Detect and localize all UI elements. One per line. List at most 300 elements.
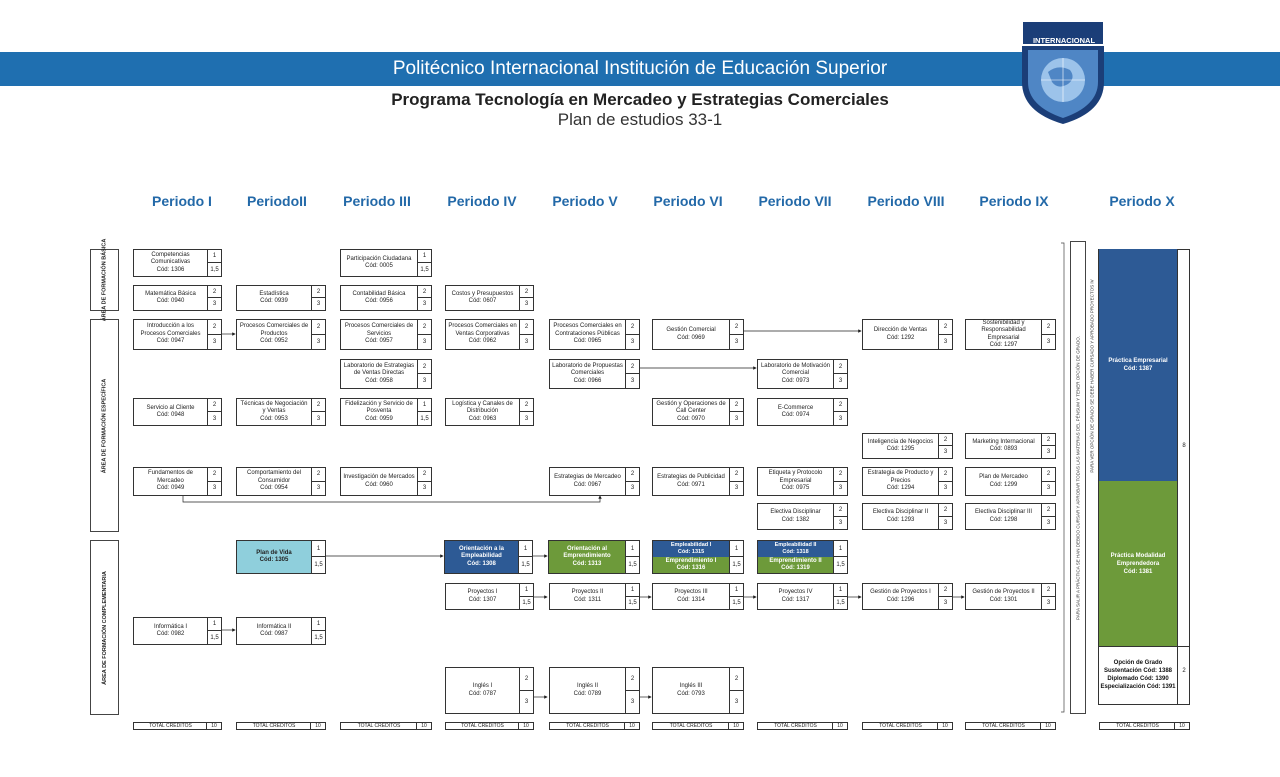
course-credits: 2 [520,668,533,691]
course-hours: 1,5 [420,415,429,422]
period-header: Periodo VIII [867,193,945,209]
course-credits: 2 [1042,468,1055,482]
course-code: Cód: 1305 [259,557,289,563]
logo-text-line2: INTERNACIONAL [1032,36,1096,45]
course-card[interactable] [133,249,222,277]
course-card[interactable] [445,319,534,350]
course-hours: 3 [734,415,739,422]
course-card[interactable] [340,467,432,496]
course-hours: 3 [838,519,843,526]
course-name: Gestión y Operaciones de Call Center [656,400,726,415]
practice-requirement-text: PARA SALIR A PRÁCTICA SE HAN DEBIDO CURSAR Y APROBAR TODAS LAS MATERIAS DEL PÉNSUM Y TENER OPCIÓN DE GRADO. [1075,335,1081,620]
course-card[interactable] [236,398,326,426]
opcion-title: Opción de Grado [1113,660,1163,666]
course-credits: 2 [520,399,533,412]
course-hours: 3 [316,485,321,492]
area-basica [90,238,119,322]
course-card[interactable] [549,359,640,389]
total-label: TOTAL CRÉDITOS [149,723,192,729]
logo-text-line1: POLITECNICO [1029,24,1099,35]
course-hours: 3 [838,485,843,492]
course-card[interactable] [445,583,534,610]
course-card[interactable] [757,359,848,389]
course-name: E-Commerce [777,404,814,411]
course-hours: 3 [630,485,635,492]
course-card[interactable] [445,398,534,426]
course-card[interactable] [549,667,640,714]
course-code: Cód: 0949 [156,485,185,492]
course-code: Cód: 0957 [365,338,393,345]
course-card[interactable] [862,467,953,496]
period-header: Periodo VI [653,193,723,209]
course-name: Gestión de Proyectos I [870,589,931,595]
practica-empresarial-code: Cód: 1387 [1123,366,1153,372]
course-card[interactable] [340,285,432,311]
course-card[interactable] [862,433,953,459]
total-value: 10 [206,723,221,729]
course-card-emprendimiento[interactable] [548,540,640,574]
course-credits: 1 [520,584,533,597]
course-credits: 1 [626,541,639,557]
course-credits: 1 [730,541,743,557]
course-code: Cód: 0974 [781,412,810,418]
course-credits: 2 [520,320,533,335]
course-credits: 1 [208,618,221,631]
course-card[interactable] [133,467,222,496]
course-credits: 1 [519,541,532,557]
course-name: Comportamiento del Consumidor [246,470,302,484]
course-card[interactable] [340,398,432,426]
course-hours: 3 [734,338,739,345]
course-name: Procesos Comerciales de Productos [239,323,309,337]
course-hours: 3 [630,698,635,705]
course-code: Cód: 1293 [886,516,915,523]
course-name: Procesos Comerciales en Ventas Corporativas [448,323,517,337]
course-name: Electiva Disciplinar III [974,509,1033,515]
course-code: Cód: 0953 [260,415,288,422]
course-credits: 2 [834,399,847,412]
course-hours: 3 [1046,338,1051,345]
course-code: Cód: 0966 [573,377,602,384]
opcion-line: Sustentación Cód: 1388 [1103,668,1172,674]
course-hours: 1,5 [210,266,219,273]
course-hours: 3 [838,378,843,384]
course-name: Logística y Canales de Distribución [452,400,513,415]
period-header: Periodo III [343,193,411,209]
opcion-line: Diplomado Cód: 1390 [1107,676,1169,682]
course-credits: 2 [312,468,325,482]
total-credits-row [965,722,1056,730]
opcion-de-grado[interactable] [1099,650,1177,700]
course-card[interactable] [965,583,1056,610]
course-hours: 3 [422,378,427,384]
program-title: Programa Tecnología en Mercadeo y Estrategias Comerciales [391,90,889,109]
course-code: Cód: 1295 [886,446,915,452]
course-hours: 3 [316,338,321,345]
course-hours: 3 [524,698,529,705]
course-code: Cód: 1315 [677,549,705,555]
course-card[interactable] [965,319,1056,350]
course-name: Inteligencia de Negocios [867,438,934,445]
course-code: Cód: 1306 [156,266,185,273]
course-card-split[interactable] [757,540,848,574]
course-code: Cód: 0956 [365,298,393,304]
course-name: Dirección de Ventas [873,327,928,333]
course-code: Cód: 1307 [468,596,497,603]
course-card[interactable] [236,285,326,311]
course-card[interactable] [445,285,534,311]
course-code: Cód: 0005 [365,263,393,269]
course-card[interactable] [652,467,744,496]
course-hours: 3 [316,301,321,307]
course-hours: 3 [316,415,321,422]
course-hours: 3 [943,449,948,455]
total-credits-row [236,722,326,730]
total-value: 10 [1040,723,1055,729]
course-credits: 2 [312,286,325,298]
course-hours: 3 [212,485,217,492]
course-name: Informática I [153,623,187,630]
course-name: Estrategia de Producto y Precios [867,470,934,484]
course-hours: 1,5 [314,562,323,568]
course-code: Cód: 1318 [782,549,809,555]
total-value: 10 [832,723,847,729]
course-credits: 2 [730,468,743,482]
course-hours: 3 [734,698,739,705]
course-credits: 2 [939,434,952,446]
course-name: Procesos Comerciales de Servicios [344,323,414,337]
practice-requirement-note [1070,241,1086,714]
course-hours: 3 [1046,519,1051,526]
course-card[interactable] [340,359,432,389]
course-code: Cód: 0970 [677,415,705,422]
split-top [653,541,729,557]
course-hours: 3 [630,338,635,345]
total-value: 10 [937,723,952,729]
course-credits: 2 [418,286,431,298]
total-credits-row [757,722,848,730]
course-code: Cód: 1294 [886,485,915,492]
course-code: Cód: 0962 [468,338,497,345]
course-credits: 2 [208,468,221,482]
course-hours: 3 [943,599,948,606]
course-card[interactable] [652,319,744,350]
course-code: Cód: 0987 [260,631,288,637]
course-code: Cód: 1308 [467,560,496,567]
total-credits-row [652,722,744,730]
course-hours: 1,5 [836,562,845,568]
total-label: TOTAL CRÉDITOS [566,723,609,729]
course-name: Participación Ciudadana [346,255,412,262]
course-name: Estrategias de Mercadeo [554,474,621,480]
course-name: Empleabilidad II [774,542,817,548]
course-card[interactable] [965,467,1056,496]
course-name: Servicio al Cliente [146,404,195,411]
practica-empresarial-label: Práctica Empresarial [1108,358,1168,364]
course-credits: 2 [312,320,325,335]
course-code: Cód: 0969 [677,334,705,341]
course-hours: 1,5 [628,599,637,606]
course-credits: 2 [208,320,221,335]
total-value: 10 [728,723,743,729]
course-card[interactable] [133,319,222,350]
course-hours: 1,5 [732,599,741,606]
course-card[interactable] [965,433,1056,459]
course-credits: 2 [730,320,743,335]
course-card[interactable] [757,583,848,610]
course-credits: 2 [1042,320,1055,335]
course-card[interactable] [757,398,848,426]
course-code: Cód: 0958 [365,377,393,384]
course-name: Inglés II [576,683,598,689]
course-code: Cód: 0793 [677,690,705,697]
course-name: Plan de Vida [256,549,292,556]
plan-title: Plan de estudios 33-1 [557,110,723,129]
split-bottom [653,557,729,573]
institution-title: Politécnico Internacional Institución de Educación Superior [392,58,888,79]
split-bottom [758,557,833,573]
total-value: 10 [518,723,533,729]
course-name: Proyectos II [571,589,604,595]
course-name: Electiva Disciplinar II [872,509,929,515]
course-name: Emprendimiento I [665,558,717,564]
course-hours: 1,5 [420,266,429,273]
course-hours: 3 [524,338,529,345]
course-hours: 3 [212,301,217,307]
course-name: Laboratorio de Propuestas Comerciales [552,362,623,377]
total-credits-row [133,722,222,730]
course-credits: 2 [834,468,847,482]
course-name: Fidelización y Servicio de Posventa [345,400,413,415]
course-card[interactable] [862,503,953,530]
course-credits: 1 [208,250,221,263]
course-credits: 1 [834,541,847,557]
course-name: Laboratorio de Motivación Comercial [760,362,831,377]
course-name: Matemática Básica [145,290,196,297]
course-card[interactable] [133,617,222,645]
course-credits: 1 [626,584,639,597]
course-credits: 2 [939,320,952,335]
course-name: Empleabilidad I [670,542,712,548]
course-credits: 2 [939,584,952,597]
total-label: TOTAL CRÉDITOS [461,723,504,729]
course-credits: 1 [418,250,431,263]
course-hours: 3 [943,485,948,492]
course-credits: 1 [730,584,743,597]
course-code: Cód: 1313 [572,560,602,567]
course-name: Orientación a la Empleabilidad [458,545,504,560]
course-name: Inglés I [472,683,493,689]
split-top [758,541,833,557]
period-header: Periodo I [152,193,212,209]
course-name: Plan de Mercadeo [979,474,1028,480]
course-card[interactable] [652,667,744,714]
course-name: Costos y Presupuestos [451,290,514,297]
course-name: Gestión de Proyectos II [972,589,1035,595]
total-credits-row [445,722,534,730]
course-credits: 2 [418,360,431,374]
total-label: TOTAL CRÉDITOS [1116,723,1159,729]
course-card[interactable] [236,467,326,496]
course-credits: 1 [312,541,325,557]
course-card[interactable] [133,398,222,426]
course-hours: 1,5 [210,634,219,641]
course-code: Cód: 0940 [156,298,185,304]
course-code: Cód: 1314 [677,596,705,603]
period-header: Periodo IX [979,193,1049,209]
total-value: 10 [416,723,431,729]
course-name: Estrategias de Publicidad [657,474,725,480]
course-code: Cód: 0789 [573,690,602,697]
course-credits: 2 [1042,504,1055,517]
course-credits: 2 [1042,434,1055,446]
course-card[interactable] [549,467,640,496]
practica-emprendedora[interactable] [1099,481,1177,646]
course-hours: 1,5 [521,562,530,568]
course-name: Gestión Comercial [666,327,716,333]
course-card[interactable] [965,503,1056,530]
course-card-empleabilidad[interactable] [444,540,533,574]
course-hours: 3 [943,519,948,526]
course-hours: 3 [212,415,217,422]
course-card[interactable] [862,319,953,350]
course-name: Procesos Comerciales en Contrataciones Públicas [553,323,622,337]
course-name: Etiqueta y Protocolo Empresarial [768,470,823,484]
course-code: Cód: 0971 [677,481,705,488]
course-code: Cód: 1311 [573,596,602,603]
course-hours: 3 [422,485,427,492]
course-card[interactable] [757,503,848,530]
course-credits: 2 [1042,584,1055,597]
course-credits: 2 [626,360,639,374]
total-label: TOTAL CRÉDITOS [669,723,713,729]
course-code: Cód: 0975 [781,485,810,492]
course-name: Investigación de Mercados [343,474,415,480]
course-code: Cód: 1319 [781,565,810,571]
course-name: Competencias Comunicativas [150,251,191,266]
course-code: Cód: 0947 [156,338,185,345]
course-hours: 3 [212,338,217,345]
course-card-split[interactable] [652,540,744,574]
period-header: PeriodoII [247,193,307,209]
course-hours: 3 [630,378,635,384]
course-code: Cód: 0963 [468,415,497,422]
course-hours: 3 [524,301,529,307]
course-name: Sostenibilidad y Responsabilidad Empresarial [981,319,1026,341]
course-code: Cód: 0893 [989,446,1018,452]
course-card[interactable] [133,285,222,311]
practica-emprendedora-label: Práctica Modalidad Emprendedora [1110,552,1166,567]
course-code: Cód: 1316 [676,565,706,571]
period-header: Periodo IV [447,193,517,209]
course-code: Cód: 1292 [886,334,915,341]
course-card[interactable] [652,583,744,610]
course-card[interactable] [340,319,432,350]
total-value: 10 [624,723,639,729]
period-header: Periodo VII [758,193,832,209]
course-credits: 2 [939,504,952,517]
area-especifica-label: ÁREA DE FORMACIÓN ESPECÍFICA [101,378,108,473]
course-code: Cód: 1296 [886,596,915,603]
course-credits: 2 [418,468,431,482]
course-code: Cód: 1297 [989,342,1018,348]
course-credits: 2 [520,286,533,298]
course-credits: 2 [939,468,952,482]
course-credits: 1 [418,399,431,412]
period-header: Periodo X [1109,193,1175,209]
practica-emprendedora-code: Cód: 1381 [1123,568,1153,575]
total-label: TOTAL CRÉDITOS [252,723,296,729]
area-complementaria [90,540,119,715]
course-credits: 1 [834,584,847,597]
course-credits: 2 [626,320,639,335]
total-label: TOTAL CRÉDITOS [879,723,922,729]
total-label: TOTAL CRÉDITOS [982,723,1025,729]
practica-credits: 8 [1182,443,1186,449]
course-code: Cód: 0952 [260,338,288,345]
course-hours: 1,5 [522,599,531,606]
course-credits: 2 [834,360,847,374]
total-credits-row [549,722,640,730]
course-hours: 3 [838,415,843,422]
course-name: Proyectos III [674,589,708,595]
course-name: Inglés III [679,683,703,689]
course-code: Cód: 0607 [468,298,497,304]
course-credits: 2 [730,399,743,412]
course-credits: 2 [626,468,639,482]
course-card[interactable] [652,398,744,426]
course-code: Cód: 0787 [468,690,497,697]
course-name: Laboratorio de Estrategias de Ventas Directas [343,362,415,377]
course-credits: 1 [312,618,325,631]
periodo-x-credits-col [1177,249,1190,705]
course-credits: 2 [730,668,743,691]
course-card[interactable] [445,667,534,714]
course-card[interactable] [549,319,640,350]
course-name: Informática II [256,623,292,630]
course-hours: 3 [422,338,427,345]
course-name: Electiva Disciplinar [770,509,821,515]
course-code: Cód: 0967 [573,481,602,488]
course-name: Emprendimiento II [769,558,822,564]
course-card[interactable] [757,467,848,496]
course-code: Cód: 0973 [781,377,810,384]
course-code: Cód: 0960 [365,481,393,488]
area-complementaria-label: ÁREA DE FORMACIÓN COMPLEMENTARIA [101,570,108,685]
period-header: Periodo V [552,193,618,209]
course-card[interactable] [549,583,640,610]
course-hours: 3 [422,301,427,307]
course-code: Cód: 0959 [365,415,393,422]
course-name: Proyectos IV [778,589,813,595]
course-hours: 3 [1046,485,1051,492]
course-card[interactable] [340,249,432,277]
practica-empresarial[interactable] [1099,249,1177,481]
course-code: Cód: 0965 [573,338,602,345]
course-card[interactable] [862,583,953,610]
course-hours: 1,5 [836,599,845,606]
course-code: Cód: 1299 [989,481,1018,488]
total-value: 10 [1174,723,1189,729]
course-card-plan-de-vida[interactable] [236,540,326,574]
course-name: Marketing Internacional [972,438,1035,445]
course-card[interactable] [236,617,326,645]
opcion-line: Especialización Cód: 1391 [1100,684,1176,690]
course-code: Cód: 0954 [260,485,288,492]
total-value: 10 [310,723,325,729]
course-card[interactable] [236,319,326,350]
course-name: Fundamentos de Mercadeo [147,470,194,484]
